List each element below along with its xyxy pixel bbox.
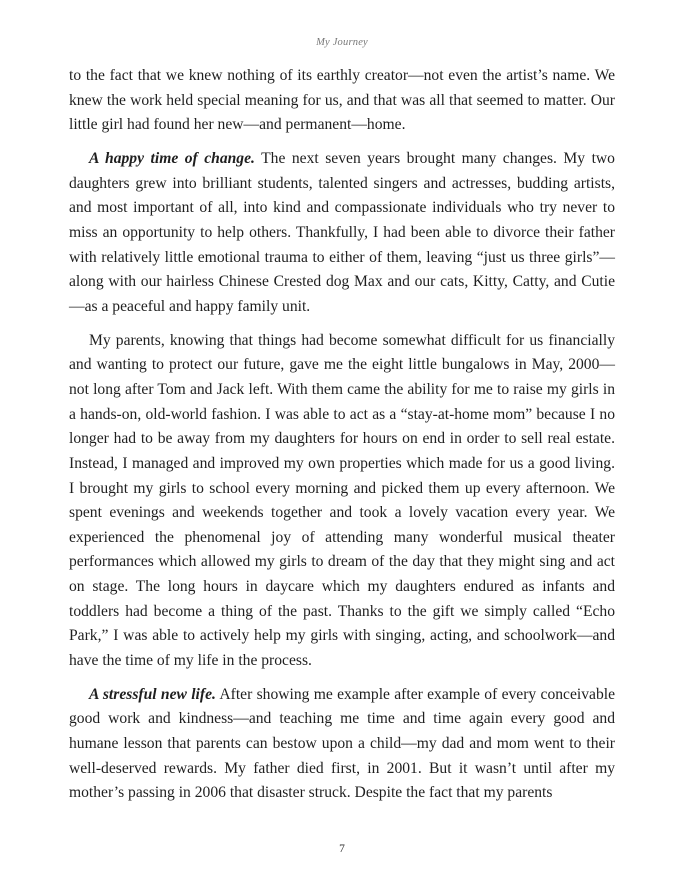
page-body (69, 64, 615, 806)
run-in-heading: A happy time of change. (89, 149, 255, 167)
running-head: My Journey (316, 37, 368, 48)
paragraph-continued (69, 64, 615, 138)
paragraph-text: After showing me example after example of every conceivable good work and kindness—and teaching me time and time again every good and humane lesson that parents can bestow upon a child—my dad and mom went to their well-deserved rewards. My father died first, in 2001. But it wasn’t until after my mother’s passing in 2006 that disaster struck. Despite the fact that my parents (69, 685, 615, 802)
run-in-heading: A stressful new life. (89, 685, 216, 703)
paragraph-text: My parents, knowing that things had become somewhat difficult for us financially and wanting to protect our future, gave me the eight little bungalows in May, 2000—not long after Tom and Jack left. With them came the ability for me to raise my girls in a hands-on, old-world fashion. I was able to act as a “stay-at-home mom” because I no longer had to be away from my daughters for hours on end in order to sell real estate. Instead, I managed and improved my own properties which made for us a good living. I brought my girls to school every morning and picked them up every afternoon. We spent evenings and weekends together and took a lovely vacation every year. We experienced the phenomenal joy of attending many wonderful musical theater performances which allowed my girls to dream of the day that they might sing and act on stage. The long hours in daycare which my daughters endured as infants and toddlers had become a thing of the past. Thanks to the gift we simply called “Echo Park,” I was able to actively help my girls with singing, acting, and schoolwork—and have the time of my life in the process. (69, 331, 615, 670)
paragraph-happy-time (69, 147, 615, 320)
paragraph-text: to the fact that we knew nothing of its earthly creator—not even the artist’s name. We knew the work held special meaning for us, and that was all that seemed to matter. Our little girl had found her new—and permanent—home. (69, 67, 615, 134)
paragraph-stressful-life (69, 683, 615, 806)
page-number: 7 (339, 843, 345, 855)
paragraph-text: The next seven years brought many changes. My two daughters grew into brilliant students, talented singers and actresses, budding artists, and most important of all, into kind and compassionate individuals who try never to miss an opportunity to help others. Thankfully, I had been able to divorce their father with relatively little emotional trauma to either of them, leaving “just us three girls”—along with our hairless Chinese Crested dog Max and our cats, Kitty, Catty, and Cutie—as a peaceful and happy family unit. (69, 149, 615, 315)
paragraph-parents-gift (69, 329, 615, 674)
